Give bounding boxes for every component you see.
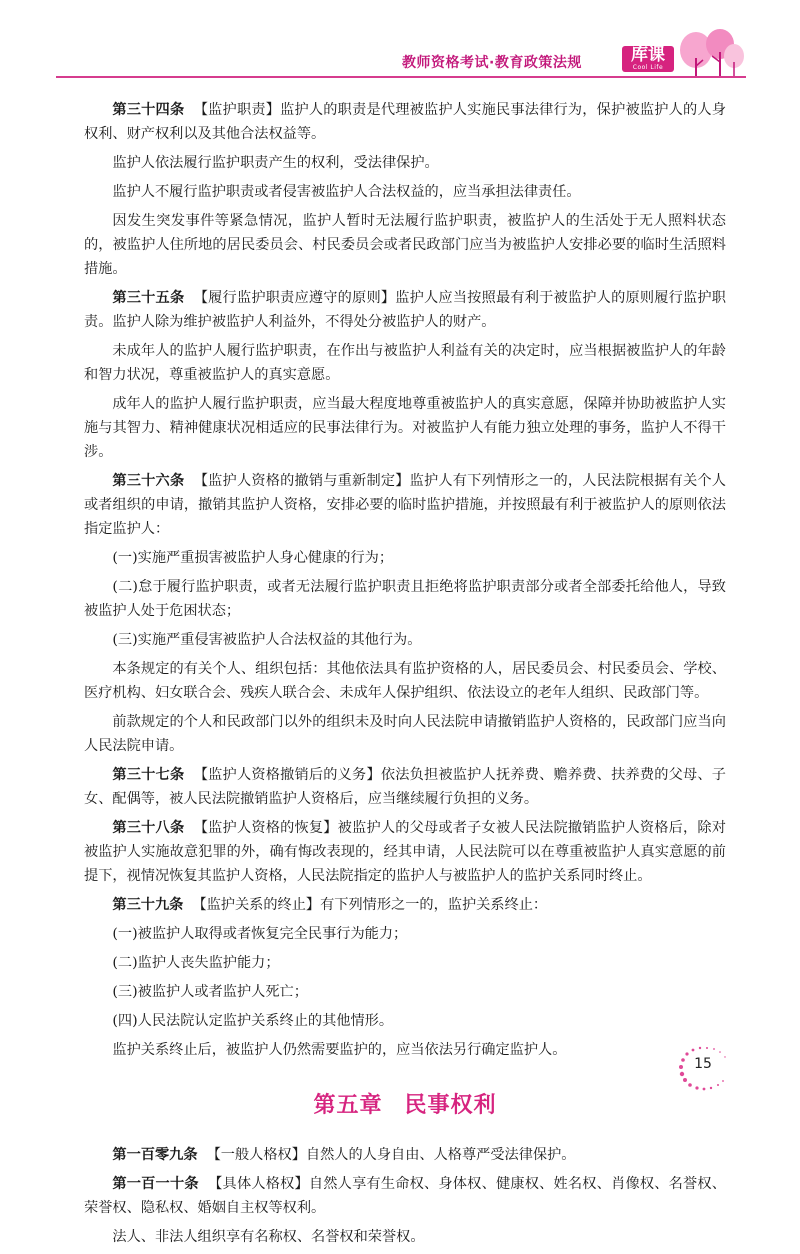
paragraph [84,180,726,204]
paragraph-text: 因发生突发事件等紧急情况，监护人暂时无法履行监护职责，被监护人的生活处于无人照料状态的，被监护人住所地的居民委员会、村民委员会或者民政部门应当为被监护人安排必要的临时生活照料措施。 [84,213,726,277]
paragraph-text: (四)人民法院认定监护关系终止的其他情形。 [112,1013,394,1029]
article-paragraph [84,893,726,917]
logo-sub-text: Cool Life [632,64,664,71]
article-number: 第三十七条 [112,767,185,783]
paragraph-text: 本条规定的有关个人、组织包括：其他依法具有监护资格的人，居民委员会、村民委员会、学校、医疗机构、妇女联合会、残疾人联合会、未成年人保护组织、依法设立的老年人组织、民政部门等。 [84,661,726,701]
article-number: 第一百零九条 [112,1147,198,1163]
paragraph-text: 被监护人的父母或者子女被人民法院撤销监护人资格后，除对被监护人实施故意犯罪的外，确有悔改表现的，经其申请，人民法院可以在尊重被监护人真实意愿的前提下，视情况恢复其监护人资格，人民法院指定的监护人与被监护人的监护关系同时终止。 [84,820,726,884]
article-paragraph [84,469,726,541]
page-content [84,98,726,1254]
article-tag: 【监护关系的终止】 [192,897,321,913]
page-number: 15 [694,1056,712,1072]
article-number: 第三十五条 [112,290,185,306]
article-paragraph [84,1143,726,1167]
paragraph-text: 监护人应当按照最有利于被监护人的原则履行监护职责。监护人除为维护被监护人利益外，不得处分被监护人的财产。 [84,290,726,330]
brand-logo [622,46,674,72]
paragraph [84,657,726,705]
article-paragraph [84,1172,726,1220]
paragraph-text: 监护关系终止后，被监护人仍然需要监护的，应当依法另行确定监护人。 [112,1042,567,1058]
article-number: 第三十四条 [112,102,185,118]
tree-decoration-icon [676,28,746,78]
section-civil-rights [84,1143,726,1249]
paragraph-text: (二)监护人丧失监护能力； [112,955,280,971]
paragraph-text: 自然人的人身自由、人格尊严受法律保护。 [305,1147,576,1163]
article-tag: 【监护人资格的撤销与重新制定】 [193,473,410,489]
list-item [84,980,726,1004]
paragraph [84,151,726,175]
paragraph-text: 法人、非法人组织享有名称权、名誉权和荣誉权。 [112,1229,425,1245]
paragraph-text: 未成年人的监护人履行监护职责，在作出与被监护人利益有关的决定时，应当根据被监护人的年龄和智力状况，尊重被监护人的真实意愿。 [84,343,726,383]
paragraph-text: (二)怠于履行监护职责，或者无法履行监护职责且拒绝将监护职责部分或者全部委托给他人，导致被监护人处于危困状态； [84,579,726,619]
paragraph-text: 依法负担被监护人抚养费、赡养费、扶养费的父母、子女、配偶等，被人民法院撤销监护人资格后，应当继续履行负担的义务。 [84,767,726,807]
paragraph-text: 监护人有下列情形之一的，人民法院根据有关个人或者组织的申请，撤销其监护人资格，安排必要的临时监护措施，并按照最有利于被监护人的原则依法指定监护人： [84,473,726,537]
section-guardianship [84,98,726,1062]
paragraph-text: 前款规定的个人和民政部门以外的组织未及时向人民法院申请撤销监护人资格的，民政部门应当向人民法院申请。 [84,714,726,754]
paragraph [84,1225,726,1249]
paragraph-text: 监护人依法履行监护职责产生的权利，受法律保护。 [112,155,439,171]
paragraph-text: 监护人不履行监护职责或者侵害被监护人合法权益的，应当承担法律责任。 [112,184,581,200]
chapter-heading [84,1088,726,1119]
paragraph [84,710,726,758]
article-number: 第三十六条 [112,473,185,489]
paragraph [84,392,726,464]
article-paragraph [84,816,726,888]
logo-main-text: 库课 [631,45,665,65]
article-tag: 【一般人格权】 [206,1147,306,1163]
article-tag: 【监护职责】 [193,102,281,118]
header-subtitle: 教师资格考试·教育政策法规 [402,55,582,71]
list-item [84,951,726,975]
paragraph-text: 自然人享有生命权、身体权、健康权、姓名权、肖像权、名誉权、荣誉权、隐私权、婚姻自主权等权利。 [84,1176,726,1216]
paragraph-text: (三)被监护人或者监护人死亡； [112,984,308,1000]
article-tag: 【具体人格权】 [208,1176,309,1192]
article-number: 第一百一十条 [112,1176,199,1192]
paragraph-text: 监护人的职责是代理被监护人实施民事法律行为，保护被监护人的人身权利、财产权利以及其他合法权益等。 [84,102,726,142]
list-item [84,1009,726,1033]
paragraph [84,339,726,387]
list-item [84,575,726,623]
list-item [84,628,726,652]
article-paragraph [84,763,726,811]
header-divider [56,76,746,78]
article-number: 第三十八条 [112,820,185,836]
article-paragraph [84,286,726,334]
article-number: 第三十九条 [112,897,184,913]
article-tag: 【监护人资格撤销后的义务】 [193,767,381,783]
list-item [84,546,726,570]
paragraph-text: (三)实施严重侵害被监护人合法权益的其他行为。 [112,632,422,648]
paragraph-text: 有下列情形之一的，监护关系终止： [320,897,548,913]
paragraph-text: (一)被监护人取得或者恢复完全民事行为能力； [112,926,408,942]
article-paragraph [84,98,726,146]
chapter-number: 第五章 [313,1093,383,1118]
article-tag: 【履行监护职责应遵守的原则】 [193,290,396,306]
paragraph-text: 成年人的监护人履行监护职责，应当最大程度地尊重被监护人的真实意愿，保障并协助被监护人实施与其智力、精神健康状况相适应的民事法律行为。对被监护人有能力独立处理的事务，监护人不得干涉。 [84,396,726,460]
list-item [84,922,726,946]
paragraph [84,1038,726,1062]
article-tag: 【监护人资格的恢复】 [193,820,338,836]
chapter-title: 民事权利 [404,1093,497,1118]
paragraph-text: (一)实施严重损害被监护人身心健康的行为； [112,550,394,566]
paragraph [84,209,726,281]
